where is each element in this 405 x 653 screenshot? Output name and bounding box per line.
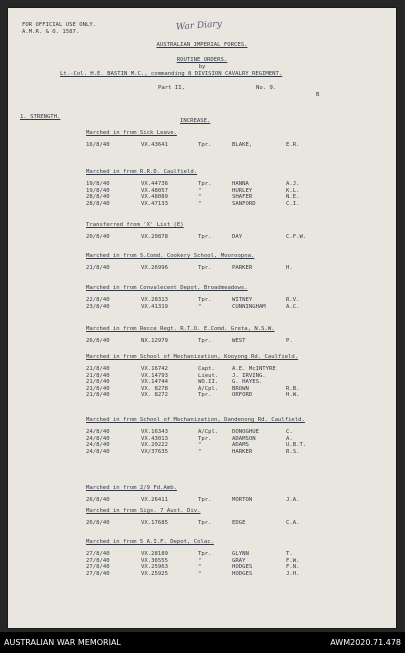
form-reference: A.M.R. & O. 1587. (22, 29, 80, 35)
entry-date: 24/8/40 (86, 429, 110, 435)
rank: Tpr. (198, 338, 212, 344)
surname: A.E. McINTYRE (232, 366, 276, 372)
surname: BROWN (232, 385, 249, 392)
surname: GRAY (232, 557, 246, 564)
surname: HODGES (232, 570, 253, 577)
service-number: VX.28189 (141, 551, 168, 557)
initials: A.C. (286, 303, 300, 310)
group-heading: Marched in from School of Mechanization, Kooyong Rd. Caulfield. (86, 354, 299, 360)
entry-date: 19/8/40 (86, 187, 110, 194)
service-number: VX.14793 (141, 372, 168, 379)
surname: WEST (232, 338, 246, 344)
initials: C.I. (286, 200, 300, 207)
rank: " (198, 187, 202, 194)
rank: " (198, 200, 202, 207)
initials: A. (286, 435, 293, 442)
rank: Tpr. (198, 265, 212, 271)
service-number: VX.43641 (141, 142, 168, 148)
rank: " (198, 448, 202, 455)
service-number: VX.26996 (141, 265, 168, 271)
entry-date: 26/8/40 (86, 520, 110, 526)
group-heading: Marched in from Convalecent Depot, Broadmeadows. (86, 285, 248, 291)
surname: WITNEY (232, 297, 253, 303)
surname: PARKER (232, 265, 253, 271)
footer-credit: AUSTRALIAN WAR MEMORIAL (4, 638, 121, 647)
initials: J.H. (286, 570, 300, 577)
rank: " (198, 303, 202, 310)
service-number: VX.28313 (141, 297, 168, 303)
service-number: VX.43013 (141, 435, 168, 442)
entry-date: 21/8/40 (86, 265, 110, 271)
entry-date: 21/8/40 (86, 392, 110, 399)
entry-date: 27/8/40 (86, 570, 110, 577)
group-heading: Transferred from 'X' List (E) (86, 222, 184, 228)
document-page (8, 8, 396, 628)
rank: A/Cpl. (198, 429, 219, 435)
service-number: VX.25963 (141, 564, 168, 571)
document-title: ROUTINE ORDERS. (176, 57, 228, 63)
entry-date: 27/8/40 (86, 557, 110, 564)
by-line: by (198, 64, 206, 70)
entry-date: 21/8/40 (86, 385, 110, 392)
surname: ADAMS (232, 442, 249, 449)
entry-date: 26/8/40 (86, 497, 110, 503)
entry-date: 24/8/40 (86, 448, 110, 455)
entry-date: 16/8/40 (86, 142, 110, 148)
rank: Tpr. (198, 234, 212, 240)
entry-date: 24/8/40 (86, 435, 110, 442)
commander-line: Lt.-Col. H.E. BASTIN M.C., commanding 8 DIVISION CAVALRY REGIMENT. (60, 71, 283, 77)
footer-bar (0, 632, 405, 653)
service-number: NX.12979 (141, 338, 168, 344)
surname: DAY (232, 234, 243, 240)
initials: K.L. (286, 187, 300, 194)
initials: R.V. (286, 297, 300, 303)
entry-date: 26/8/40 (86, 338, 110, 344)
surname: J. IRVING. (232, 372, 266, 379)
group-heading: Marched in from Sigs. 7 Aust. Div. (86, 508, 201, 514)
surname: CUNNINGHAM (232, 303, 266, 310)
entry-date: 23/8/40 (86, 303, 110, 310)
rank: " (198, 194, 202, 201)
order-number: No. 9. (256, 85, 277, 91)
service-number: VX.44736 (141, 181, 168, 187)
surname: SHAFER (232, 194, 253, 201)
group-heading: Marched in from Recce Regt. R.T.O. E.Comd. Greta, N.S.W. (86, 326, 275, 332)
service-number: VX/37635 (141, 448, 168, 455)
rank: Tpr. (198, 297, 212, 303)
entry-date: 21/8/40 (86, 379, 110, 386)
initials: C. (286, 429, 293, 435)
initials: H.W. (286, 392, 300, 399)
service-number: VX.36555 (141, 557, 168, 564)
surname: ADAMSON (232, 435, 256, 442)
footer-accession-number: AWM2020.71.478 (330, 638, 401, 647)
entry-date: 27/8/40 (86, 564, 110, 571)
service-number: VX.17685 (141, 520, 168, 526)
rank: Tpr. (198, 551, 212, 557)
surname: HARKER (232, 448, 253, 455)
rank: " (198, 564, 202, 571)
group-heading: Marched in from 5 A.I.F. Depot, Colac. (86, 539, 214, 545)
rank: A/Cpl. (198, 385, 219, 392)
group-heading: Marched in from School of Mechanization, Dandenong Rd. Caulfield. (86, 417, 305, 423)
surname: HURLEY (232, 187, 253, 194)
rank: Tpr. (198, 392, 212, 399)
entry-date: 24/8/40 (86, 442, 110, 449)
rank: Tpr. (198, 520, 212, 526)
rank: " (198, 570, 202, 577)
entry-date: 21/8/40 (86, 366, 110, 372)
service-number: VX.20878 (141, 234, 168, 240)
initials: J.A. (286, 497, 300, 503)
rank: Tpr. (198, 181, 212, 187)
rank: Tpr. (198, 435, 212, 442)
initials: R.B. (286, 385, 300, 392)
initials: F.W. (286, 557, 300, 564)
entry-date: 22/8/40 (86, 297, 110, 303)
surname: EDGE (232, 520, 246, 526)
rank: " (198, 442, 202, 449)
part-number: Part II, (158, 85, 185, 91)
service-number: VX. 8278 (141, 385, 168, 392)
force-heading: AUSTRALIAN IMPERIAL FORCES. (156, 42, 248, 48)
initials: H. (286, 265, 293, 271)
group-heading: Marched in from 2/9 Fd.Amb. (86, 485, 177, 491)
group-heading: Marched in from R.R.D. Caulfield. (86, 169, 198, 175)
rank: Tpr. (198, 142, 212, 148)
rank: WO.II. (198, 379, 219, 386)
service-number: VX.48057 (141, 187, 168, 194)
initials: F.N. (286, 564, 300, 571)
surname: ORFORD (232, 392, 253, 399)
surname: G. HAYES. (232, 379, 263, 386)
surname: MORTON (232, 497, 253, 503)
surname: BLAKE, (232, 142, 253, 148)
initials: A.J. (286, 181, 300, 187)
service-number: VX.26411 (141, 497, 168, 503)
surname: DONOGHUE (232, 429, 259, 435)
classification-line: FOR OFFICIAL USE ONLY. (22, 22, 97, 28)
surname: HODGES (232, 564, 253, 571)
service-number: VX.16343 (141, 429, 168, 435)
initials: U.B.T. (286, 442, 307, 449)
rank: " (198, 557, 202, 564)
handwritten-annotation: War Diary (175, 19, 223, 33)
margin-mark: B (316, 92, 320, 98)
initials: N.E. (286, 194, 300, 201)
entry-date: 21/8/40 (86, 372, 110, 379)
service-number: VX. 8272 (141, 392, 168, 399)
entry-date: 27/8/40 (86, 551, 110, 557)
initials: C.A. (286, 520, 300, 526)
initials: R.S. (286, 448, 300, 455)
rank: Lieut. (198, 372, 219, 379)
initials: T. (286, 551, 293, 557)
rank: Capt. (198, 366, 215, 372)
surname: HANNA (232, 181, 249, 187)
service-number: VX.48089 (141, 194, 168, 201)
group-heading: Marched in from Sick Leave. (86, 130, 177, 136)
section-sublabel: INCREASE. (180, 118, 211, 124)
section-label: 1. STRENGTH. (20, 114, 61, 120)
group-heading: Marched in from S.Comd. Cookery School, Mooroopna. (86, 253, 255, 259)
initials: E.R. (286, 142, 300, 148)
service-number: VX.14744 (141, 379, 168, 386)
entry-date: 19/8/40 (86, 181, 110, 187)
surname: SANFORD (232, 200, 256, 207)
service-number: VX.41319 (141, 303, 168, 310)
entry-date: 28/8/40 (86, 200, 110, 207)
service-number: VX.47133 (141, 200, 168, 207)
entry-date: 28/8/40 (86, 194, 110, 201)
rank: Tpr. (198, 497, 212, 503)
service-number: VX.16742 (141, 366, 168, 372)
entry-date: 20/8/40 (86, 234, 110, 240)
initials: P. (286, 338, 293, 344)
initials: C.F.W. (286, 234, 307, 240)
service-number: VX.20222 (141, 442, 168, 449)
surname: GLYNN (232, 551, 249, 557)
service-number: VX.25925 (141, 570, 168, 577)
